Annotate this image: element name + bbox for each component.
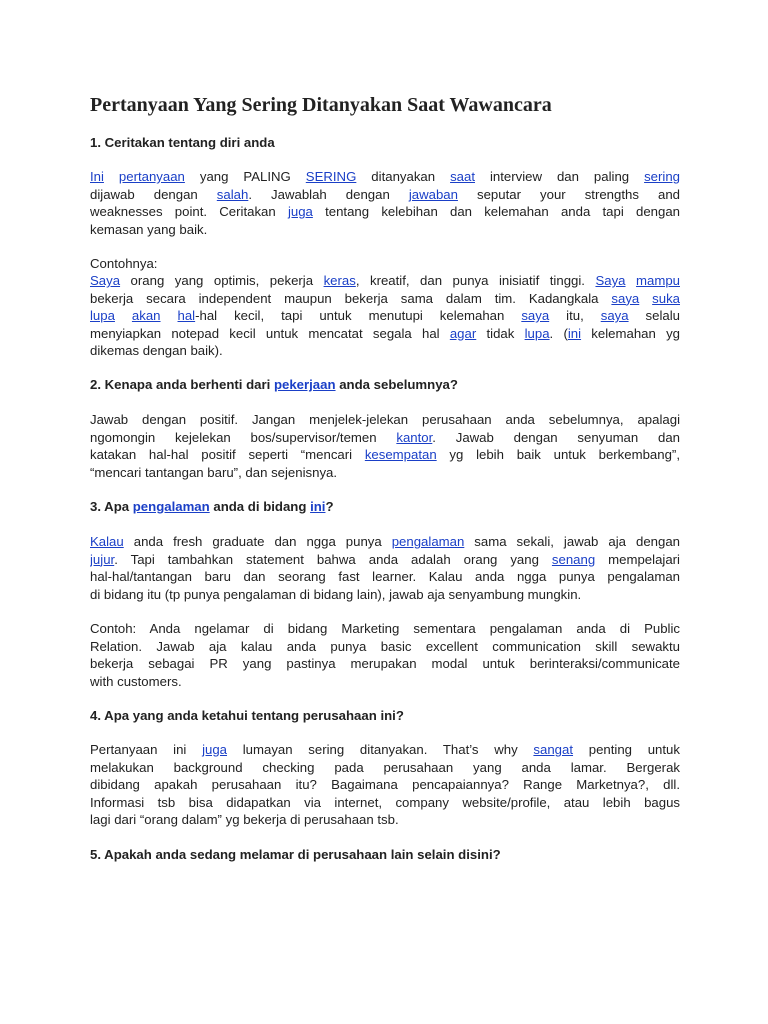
- text-run: -hal kecil, tapi untuk menutupi kelemahan: [195, 308, 522, 323]
- text-line: [90, 290, 680, 308]
- text-run: ditanyakan: [356, 169, 451, 184]
- text-line: [90, 446, 680, 464]
- text-run: di bidang itu (tp punya pengalaman di bidang lain), jawab aja senyambung mungkin.: [90, 586, 582, 602]
- text-run: Contoh: Anda ngelamar di bidang Marketing sementara pengalaman anda di Public: [90, 621, 680, 636]
- text-run: Pertanyaan ini: [90, 742, 203, 757]
- text-run: , kreatif, dan punya inisiatif tinggi.: [355, 273, 596, 288]
- text-line: [90, 186, 680, 204]
- text-line: [90, 307, 680, 325]
- text-run: . Jawab dengan senyuman dan: [432, 429, 680, 445]
- text-line: [90, 811, 680, 829]
- text-line: [90, 203, 680, 221]
- inline-link[interactable]: saya: [611, 290, 640, 306]
- text-line: [90, 342, 680, 360]
- text-line: [90, 741, 680, 759]
- text-run: bekerja secara independent maupun bekerja sama dalam tim. Kadangkala: [90, 290, 612, 306]
- inline-link[interactable]: mampu: [636, 273, 680, 288]
- text-run: . Tapi tambahkan statement bahwa anda adalah orang yang: [114, 551, 552, 567]
- heading-q2: [90, 376, 458, 393]
- paragraph-q3-main: [90, 533, 680, 603]
- heading-link[interactable]: pengalaman: [132, 499, 210, 514]
- inline-link[interactable]: lupa: [524, 325, 550, 341]
- inline-link[interactable]: pertanyaan: [118, 169, 185, 184]
- text-run: “mencari tantangan baru”, dan sejenisnya.: [90, 464, 338, 480]
- inline-link[interactable]: ini: [567, 325, 582, 341]
- contoh-label: Contohnya:: [90, 256, 158, 271]
- paragraph-q4: [90, 741, 680, 829]
- paragraph-q1-contoh-label: [90, 255, 680, 273]
- text-line: [90, 411, 680, 429]
- heading-text: 3. Apa: [90, 499, 133, 514]
- inline-link[interactable]: kesempatan: [364, 447, 437, 462]
- text-run: tidak: [476, 325, 525, 341]
- heading-link[interactable]: ini: [310, 499, 326, 514]
- text-run: dibidang apakah perusahaan itu? Bagaimana pencapaiannya? Range Marketnya?, dll.: [90, 777, 680, 792]
- text-line: [90, 673, 680, 691]
- text-line: [90, 168, 680, 186]
- inline-link[interactable]: sering: [644, 169, 680, 184]
- inline-link[interactable]: Saya: [595, 273, 626, 288]
- text-run: [626, 273, 637, 288]
- inline-link[interactable]: juga: [287, 204, 313, 219]
- text-run: with customers.: [90, 673, 182, 689]
- heading-q3: [90, 498, 334, 515]
- text-line: [90, 655, 680, 673]
- text-run: menyiapkan notepad kecil untuk mencatat segala hal: [90, 325, 450, 341]
- text-line: [90, 464, 680, 482]
- inline-link[interactable]: kantor: [396, 429, 433, 445]
- inline-link[interactable]: juga: [202, 742, 228, 757]
- text-run: [639, 291, 652, 306]
- heading-q5: 5. Apakah anda sedang melamar di perusahaan lain selain disini?: [90, 847, 501, 862]
- text-run: dikemas dengan baik).: [90, 343, 223, 358]
- inline-link[interactable]: Kalau: [90, 534, 124, 549]
- text-run: [115, 308, 132, 323]
- text-run: . (: [549, 325, 568, 341]
- text-line: [90, 638, 680, 656]
- inline-link[interactable]: keras: [323, 273, 356, 288]
- text-run: katakan hal-hal positif seperti “mencari: [90, 447, 365, 462]
- text-run: kemasan yang baik.: [90, 221, 208, 237]
- text-run: [104, 169, 119, 184]
- text-run: ngomongin kejelekan bos/supervisor/temen: [90, 429, 397, 445]
- text-line: [90, 620, 680, 638]
- heading-q1: 1. Ceritakan tentang diri anda: [90, 135, 275, 150]
- text-run: mempelajari: [595, 551, 680, 567]
- text-run: kelemahan yg: [581, 325, 680, 341]
- text-run: seputar your strengths and: [457, 186, 680, 202]
- inline-link[interactable]: hal: [177, 308, 196, 323]
- text-run: hal-hal/tantangan baru dan seorang fast learner. Kalau anda ngga punya pengalaman: [90, 569, 680, 584]
- inline-link[interactable]: salah: [216, 186, 249, 202]
- paragraph-q2: [90, 411, 680, 481]
- text-run: weaknesses point. Ceritakan: [90, 204, 288, 219]
- text-line: [90, 429, 680, 447]
- text-run: interview dan paling: [475, 169, 645, 184]
- text-run: selalu: [628, 308, 680, 323]
- inline-link[interactable]: SERING: [305, 169, 357, 184]
- text-run: bagus: [644, 794, 680, 810]
- inline-link[interactable]: jujur: [90, 551, 115, 567]
- paragraph-q1-example: [90, 272, 680, 360]
- text-line: [90, 551, 680, 569]
- text-line: [90, 759, 680, 777]
- text-line: [90, 586, 680, 604]
- text-run: penting untuk: [573, 742, 680, 757]
- inline-link[interactable]: pengalaman: [391, 534, 465, 549]
- text-run: Jawab dengan positif. Jangan menjelek-jelekan perusahaan anda sebelumnya, apalagi: [90, 412, 680, 427]
- inline-link[interactable]: suka: [652, 290, 680, 306]
- inline-link[interactable]: saya: [521, 308, 550, 323]
- paragraph-q1-intro: [90, 168, 680, 238]
- inline-link[interactable]: Ini: [90, 169, 104, 184]
- page-title: Pertanyaan Yang Sering Ditanyakan Saat Wawancara: [90, 94, 552, 116]
- heading-text: ?: [325, 499, 334, 514]
- inline-link[interactable]: saya: [600, 308, 629, 323]
- text-line: [90, 533, 680, 551]
- text-line: [90, 794, 680, 812]
- text-run: anda fresh graduate dan ngga punya: [123, 534, 392, 549]
- inline-link[interactable]: senang: [551, 551, 596, 567]
- text-run: yg lebih baik untuk berkembang”,: [436, 447, 680, 462]
- text-run: lagi dari “orang dalam” yg bekerja di perusahaan tsb.: [90, 812, 399, 827]
- text-run: sama sekali, jawab aja dengan: [464, 534, 680, 549]
- text-run: melakukan background checking pada perusahaan yang anda lamar. Bergerak: [90, 759, 680, 775]
- text-run: [161, 308, 178, 323]
- inline-link[interactable]: lupa: [90, 308, 115, 323]
- inline-link[interactable]: sangat: [533, 742, 574, 757]
- inline-link[interactable]: saat: [450, 169, 475, 184]
- inline-link[interactable]: akan: [131, 308, 161, 323]
- inline-link[interactable]: Saya: [90, 273, 121, 288]
- text-line: [90, 568, 680, 586]
- text-line: [90, 325, 680, 343]
- text-run: yang PALING: [184, 169, 306, 184]
- text-run: dijawab dengan: [90, 186, 217, 202]
- text-run: tentang kelebihan dan kelemahan anda tapi dengan: [312, 204, 680, 219]
- heading-q4: 4. Apa yang anda ketahui tentang perusahaan ini?: [90, 708, 404, 723]
- text-line: [90, 221, 680, 239]
- paragraph-q3-contoh: [90, 620, 680, 690]
- text-run: bekerja sebagai PR yang pastinya merupakan modal untuk berinteraksi/communicate: [90, 656, 680, 671]
- heading-text: anda di bidang: [209, 499, 311, 514]
- heading-text: 2. Kenapa anda berhenti dari: [90, 377, 274, 392]
- text-run: . Jawablah dengan: [248, 186, 409, 202]
- text-run: orang yang optimis, pekerja: [120, 273, 324, 288]
- inline-link[interactable]: jawaban: [408, 186, 458, 202]
- text-run: Relation. Jawab aja kalau anda punya basic excellent communication skill sewaktu: [90, 638, 680, 654]
- text-line: [90, 272, 680, 290]
- text-run: itu,: [549, 308, 601, 323]
- heading-text: anda sebelumnya?: [335, 377, 458, 392]
- text-run: bisa: [188, 794, 213, 810]
- heading-link[interactable]: pekerjaan: [273, 377, 336, 392]
- text-line: [90, 776, 680, 794]
- text-run: didapatkan via internet, company website/profile, atau lebih: [212, 794, 645, 810]
- text-run: lumayan sering ditanyakan. That’s why: [227, 742, 534, 757]
- inline-link[interactable]: agar: [449, 325, 477, 341]
- text-run: Informasi tsb: [90, 794, 189, 810]
